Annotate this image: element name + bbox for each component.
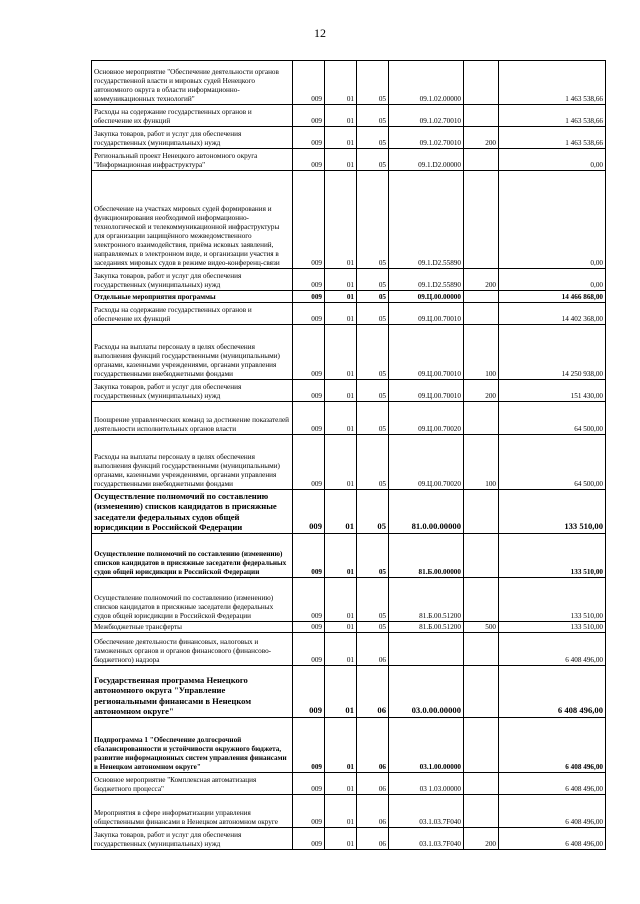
row-summa-cell: 6 408 496,00 bbox=[499, 718, 606, 773]
row-vr-cell: 500 bbox=[464, 622, 499, 633]
row-vr-cell: 200 bbox=[464, 127, 499, 149]
row-summa-cell: 14 250 938,00 bbox=[499, 325, 606, 380]
table-row bbox=[92, 578, 606, 622]
row-podrazdel-cell: 05 bbox=[357, 61, 389, 105]
row-csr-cell: 09.Ц.00.70010 bbox=[389, 325, 464, 380]
table-row bbox=[92, 622, 606, 633]
row-vr-cell bbox=[464, 402, 499, 435]
table-row bbox=[92, 127, 606, 149]
row-vr-cell: 200 bbox=[464, 269, 499, 291]
row-vr-cell bbox=[464, 105, 499, 127]
row-summa-cell: 14 402 368,00 bbox=[499, 303, 606, 325]
row-podrazdel-cell: 05 bbox=[357, 435, 389, 490]
row-vr-cell bbox=[464, 795, 499, 828]
row-csr-cell: 09.Ц.00.70010 bbox=[389, 380, 464, 402]
table-row bbox=[92, 795, 606, 828]
row-summa-cell: 64 500,00 bbox=[499, 435, 606, 490]
row-csr-cell: 09.1.D2.00000 bbox=[389, 149, 464, 171]
row-podrazdel-cell: 05 bbox=[357, 171, 389, 269]
table-row bbox=[92, 303, 606, 325]
row-vr-cell bbox=[464, 490, 499, 534]
row-summa-cell: 6 408 496,00 bbox=[499, 773, 606, 795]
row-vedomstvo-cell: 009 bbox=[293, 795, 325, 828]
row-vedomstvo-cell: 009 bbox=[293, 61, 325, 105]
table-row bbox=[92, 534, 606, 578]
row-vedomstvo-cell: 009 bbox=[293, 291, 325, 303]
row-name-cell: Обеспечение на участках мировых судей формирования и функционирования необходимой информационно-технологической и телекоммуникационной инфраструктуры для организации защищённого межведомственного электронного взаимодействия, приёма исковых заявлений, направляемых в электронном виде, и организации участия в заседаниях мировых судов в режиме видео-конференц-связи bbox=[92, 171, 293, 269]
row-csr-cell: 81.Б.00.51200 bbox=[389, 578, 464, 622]
row-podrazdel-cell: 05 bbox=[357, 105, 389, 127]
row-name-cell: Закупка товаров, работ и услуг для обеспечения государственных (муниципальных) нужд bbox=[92, 269, 293, 291]
row-vr-cell bbox=[464, 149, 499, 171]
row-vr-cell bbox=[464, 578, 499, 622]
row-podrazdel-cell: 05 bbox=[357, 127, 389, 149]
row-podrazdel-cell: 06 bbox=[357, 773, 389, 795]
row-summa-cell: 14 466 868,00 bbox=[499, 291, 606, 303]
row-podrazdel-cell: 06 bbox=[357, 828, 389, 850]
row-podrazdel-cell: 05 bbox=[357, 578, 389, 622]
row-razdel-cell: 01 bbox=[325, 105, 357, 127]
row-vedomstvo-cell: 009 bbox=[293, 105, 325, 127]
row-csr-cell: 09.1.D2.55890 bbox=[389, 269, 464, 291]
row-name-cell: Расходы на выплаты персоналу в целях обеспечения выполнения функций государственными (муниципальными) органами, казенными учреждениями, органами управления государственными внебюджетными фондами bbox=[92, 325, 293, 380]
row-summa-cell: 133 510,00 bbox=[499, 622, 606, 633]
row-razdel-cell: 01 bbox=[325, 490, 357, 534]
table-row bbox=[92, 435, 606, 490]
row-razdel-cell: 01 bbox=[325, 171, 357, 269]
row-name-cell: Региональный проект Ненецкого автономного округа "Информационная инфраструктура" bbox=[92, 149, 293, 171]
row-csr-cell: 09.1.02.00000 bbox=[389, 61, 464, 105]
row-razdel-cell: 01 bbox=[325, 303, 357, 325]
row-vedomstvo-cell: 009 bbox=[293, 828, 325, 850]
row-csr-cell: 03.1.03.7F040 bbox=[389, 828, 464, 850]
row-csr-cell: 03.1.00.00000 bbox=[389, 718, 464, 773]
row-razdel-cell: 01 bbox=[325, 666, 357, 718]
budget-table bbox=[91, 60, 606, 850]
row-name-cell: Закупка товаров, работ и услуг для обеспечения государственных (муниципальных) нужд bbox=[92, 127, 293, 149]
row-name-cell: Основное мероприятие "Комплексная автоматизация бюджетного процесса" bbox=[92, 773, 293, 795]
row-vr-cell: 100 bbox=[464, 325, 499, 380]
row-summa-cell: 1 463 538,66 bbox=[499, 127, 606, 149]
row-summa-cell: 151 430,00 bbox=[499, 380, 606, 402]
row-csr-cell: 03.0.00.00000 bbox=[389, 666, 464, 718]
row-razdel-cell: 01 bbox=[325, 578, 357, 622]
row-vedomstvo-cell: 009 bbox=[293, 718, 325, 773]
row-name-cell: Государственная программа Ненецкого автономного округа "Управление региональными финансами в Ненецком автономном округе" bbox=[92, 666, 293, 718]
row-vr-cell bbox=[464, 291, 499, 303]
row-razdel-cell: 01 bbox=[325, 795, 357, 828]
row-csr-cell: 09.Ц.00.00000 bbox=[389, 291, 464, 303]
row-name-cell: Межбюджетные трансферты bbox=[92, 622, 293, 633]
row-podrazdel-cell: 05 bbox=[357, 291, 389, 303]
row-razdel-cell: 01 bbox=[325, 718, 357, 773]
row-vr-cell bbox=[464, 303, 499, 325]
row-summa-cell: 6 408 496,00 bbox=[499, 828, 606, 850]
row-razdel-cell: 01 bbox=[325, 325, 357, 380]
row-podrazdel-cell: 05 bbox=[357, 303, 389, 325]
row-name-cell: Осуществление полномочий по составлению (изменению) списков кандидатов в присяжные заседатели федеральных судов общей юрисдикции в Российской Федерации bbox=[92, 578, 293, 622]
row-vr-cell bbox=[464, 633, 499, 666]
row-razdel-cell: 01 bbox=[325, 269, 357, 291]
row-name-cell: Расходы на выплаты персоналу в целях обеспечения выполнения функций государственными (муниципальными) органами, казенными учреждениями, органами управления государственными внебюджетными фондами bbox=[92, 435, 293, 490]
row-razdel-cell: 01 bbox=[325, 291, 357, 303]
row-vr-cell bbox=[464, 534, 499, 578]
row-vr-cell: 200 bbox=[464, 380, 499, 402]
row-summa-cell: 133 510,00 bbox=[499, 534, 606, 578]
table-row bbox=[92, 61, 606, 105]
row-summa-cell: 133 510,00 bbox=[499, 490, 606, 534]
row-vedomstvo-cell: 009 bbox=[293, 666, 325, 718]
row-vr-cell bbox=[464, 773, 499, 795]
row-vedomstvo-cell: 009 bbox=[293, 534, 325, 578]
row-summa-cell: 1 463 538,66 bbox=[499, 61, 606, 105]
row-razdel-cell: 01 bbox=[325, 127, 357, 149]
row-razdel-cell: 01 bbox=[325, 534, 357, 578]
row-csr-cell: 09.1.D2.55890 bbox=[389, 171, 464, 269]
row-vr-cell bbox=[464, 171, 499, 269]
row-razdel-cell: 01 bbox=[325, 633, 357, 666]
row-csr-cell: 09.1.02.70010 bbox=[389, 105, 464, 127]
table-row bbox=[92, 402, 606, 435]
row-summa-cell: 64 500,00 bbox=[499, 402, 606, 435]
row-vedomstvo-cell: 009 bbox=[293, 171, 325, 269]
table-row bbox=[92, 291, 606, 303]
row-razdel-cell: 01 bbox=[325, 622, 357, 633]
table-row bbox=[92, 718, 606, 773]
table-row bbox=[92, 380, 606, 402]
row-name-cell: Расходы на содержание государственных органов и обеспечение их функций bbox=[92, 303, 293, 325]
table-row bbox=[92, 325, 606, 380]
table-row bbox=[92, 666, 606, 718]
row-summa-cell: 0,00 bbox=[499, 171, 606, 269]
row-vr-cell bbox=[464, 666, 499, 718]
row-razdel-cell: 01 bbox=[325, 773, 357, 795]
row-csr-cell: 81.0.00.00000 bbox=[389, 490, 464, 534]
row-name-cell: Закупка товаров, работ и услуг для обеспечения государственных (муниципальных) нужд bbox=[92, 828, 293, 850]
row-vedomstvo-cell: 009 bbox=[293, 269, 325, 291]
row-csr-cell: 03 1.03.00000 bbox=[389, 773, 464, 795]
row-vedomstvo-cell: 009 bbox=[293, 773, 325, 795]
row-vedomstvo-cell: 009 bbox=[293, 490, 325, 534]
row-name-cell: Осуществление полномочий по составлению (изменению) списков кандидатов в присяжные заседатели федеральных судов общей юрисдикции в Российской Федерации bbox=[92, 534, 293, 578]
row-name-cell: Расходы на содержание государственных органов и обеспечение их функций bbox=[92, 105, 293, 127]
row-summa-cell: 6 408 496,00 bbox=[499, 666, 606, 718]
row-csr-cell: 81.Б.00.51200 bbox=[389, 622, 464, 633]
row-razdel-cell: 01 bbox=[325, 61, 357, 105]
row-podrazdel-cell: 05 bbox=[357, 534, 389, 578]
row-csr-cell: 03.1.03.7F040 bbox=[389, 795, 464, 828]
row-vedomstvo-cell: 009 bbox=[293, 435, 325, 490]
row-name-cell: Закупка товаров, работ и услуг для обеспечения государственных (муниципальных) нужд bbox=[92, 380, 293, 402]
row-podrazdel-cell: 05 bbox=[357, 269, 389, 291]
row-vr-cell: 100 bbox=[464, 435, 499, 490]
row-razdel-cell: 01 bbox=[325, 402, 357, 435]
row-csr-cell: 81.Б.00.00000 bbox=[389, 534, 464, 578]
row-razdel-cell: 01 bbox=[325, 435, 357, 490]
table-row bbox=[92, 828, 606, 850]
row-podrazdel-cell: 06 bbox=[357, 666, 389, 718]
budget-table-body bbox=[92, 61, 606, 850]
row-podrazdel-cell: 05 bbox=[357, 622, 389, 633]
row-vr-cell bbox=[464, 718, 499, 773]
row-vedomstvo-cell: 009 bbox=[293, 149, 325, 171]
table-row bbox=[92, 269, 606, 291]
row-vr-cell bbox=[464, 61, 499, 105]
table-row bbox=[92, 490, 606, 534]
row-vedomstvo-cell: 009 bbox=[293, 633, 325, 666]
table-row bbox=[92, 633, 606, 666]
row-vedomstvo-cell: 009 bbox=[293, 578, 325, 622]
row-name-cell: Отдельные мероприятия программы bbox=[92, 291, 293, 303]
table-row bbox=[92, 773, 606, 795]
row-podrazdel-cell: 06 bbox=[357, 633, 389, 666]
table-row bbox=[92, 149, 606, 171]
row-summa-cell: 6 408 496,00 bbox=[499, 633, 606, 666]
row-podrazdel-cell: 05 bbox=[357, 490, 389, 534]
page-number: 12 bbox=[314, 26, 326, 40]
row-vedomstvo-cell: 009 bbox=[293, 402, 325, 435]
row-podrazdel-cell: 05 bbox=[357, 149, 389, 171]
row-vr-cell: 200 bbox=[464, 828, 499, 850]
row-csr-cell: 09.1.02.70010 bbox=[389, 127, 464, 149]
row-csr-cell: 09.Ц.00.70020 bbox=[389, 402, 464, 435]
row-podrazdel-cell: 05 bbox=[357, 325, 389, 380]
row-csr-cell: 09.Ц.00.70010 bbox=[389, 303, 464, 325]
row-podrazdel-cell: 06 bbox=[357, 718, 389, 773]
row-vedomstvo-cell: 009 bbox=[293, 127, 325, 149]
row-vedomstvo-cell: 009 bbox=[293, 325, 325, 380]
row-podrazdel-cell: 06 bbox=[357, 795, 389, 828]
row-razdel-cell: 01 bbox=[325, 149, 357, 171]
row-name-cell: Мероприятия в сфере информатизации управления общественными финансами в Ненецком автономном округе bbox=[92, 795, 293, 828]
row-name-cell: Осуществление полномочий по составлению (изменению) списков кандидатов в присяжные заседатели федеральных судов общей юрисдикции в Российской Федерации bbox=[92, 490, 293, 534]
row-summa-cell: 0,00 bbox=[499, 269, 606, 291]
row-vedomstvo-cell: 009 bbox=[293, 303, 325, 325]
row-name-cell: Основное мероприятие "Обеспечение деятельности органов государственной власти и мировых судей Ненецкого автономного округа в области информационно-коммуникационных технологий" bbox=[92, 61, 293, 105]
row-summa-cell: 6 408 496,00 bbox=[499, 795, 606, 828]
table-row bbox=[92, 171, 606, 269]
row-podrazdel-cell: 05 bbox=[357, 402, 389, 435]
row-name-cell: Обеспечение деятельности финансовых, налоговых и таможенных органов и органов финансового (финансово-бюджетного) надзора bbox=[92, 633, 293, 666]
row-csr-cell: 09.Ц.00.70020 bbox=[389, 435, 464, 490]
row-vedomstvo-cell: 009 bbox=[293, 380, 325, 402]
row-name-cell: Подпрограмма 1 "Обеспечение долгосрочной сбалансированности и устойчивости окружного бюджета, развитие информационных систем управления финансами в Ненецком автономном округе" bbox=[92, 718, 293, 773]
row-razdel-cell: 01 bbox=[325, 380, 357, 402]
table-row bbox=[92, 105, 606, 127]
row-csr-cell bbox=[389, 633, 464, 666]
row-razdel-cell: 01 bbox=[325, 828, 357, 850]
row-name-cell: Поощрение управленческих команд за достижение показателей деятельности исполнительных органов власти bbox=[92, 402, 293, 435]
row-summa-cell: 133 510,00 bbox=[499, 578, 606, 622]
row-podrazdel-cell: 05 bbox=[357, 380, 389, 402]
row-summa-cell: 1 463 538,66 bbox=[499, 105, 606, 127]
row-summa-cell: 0,00 bbox=[499, 149, 606, 171]
row-vedomstvo-cell: 009 bbox=[293, 622, 325, 633]
